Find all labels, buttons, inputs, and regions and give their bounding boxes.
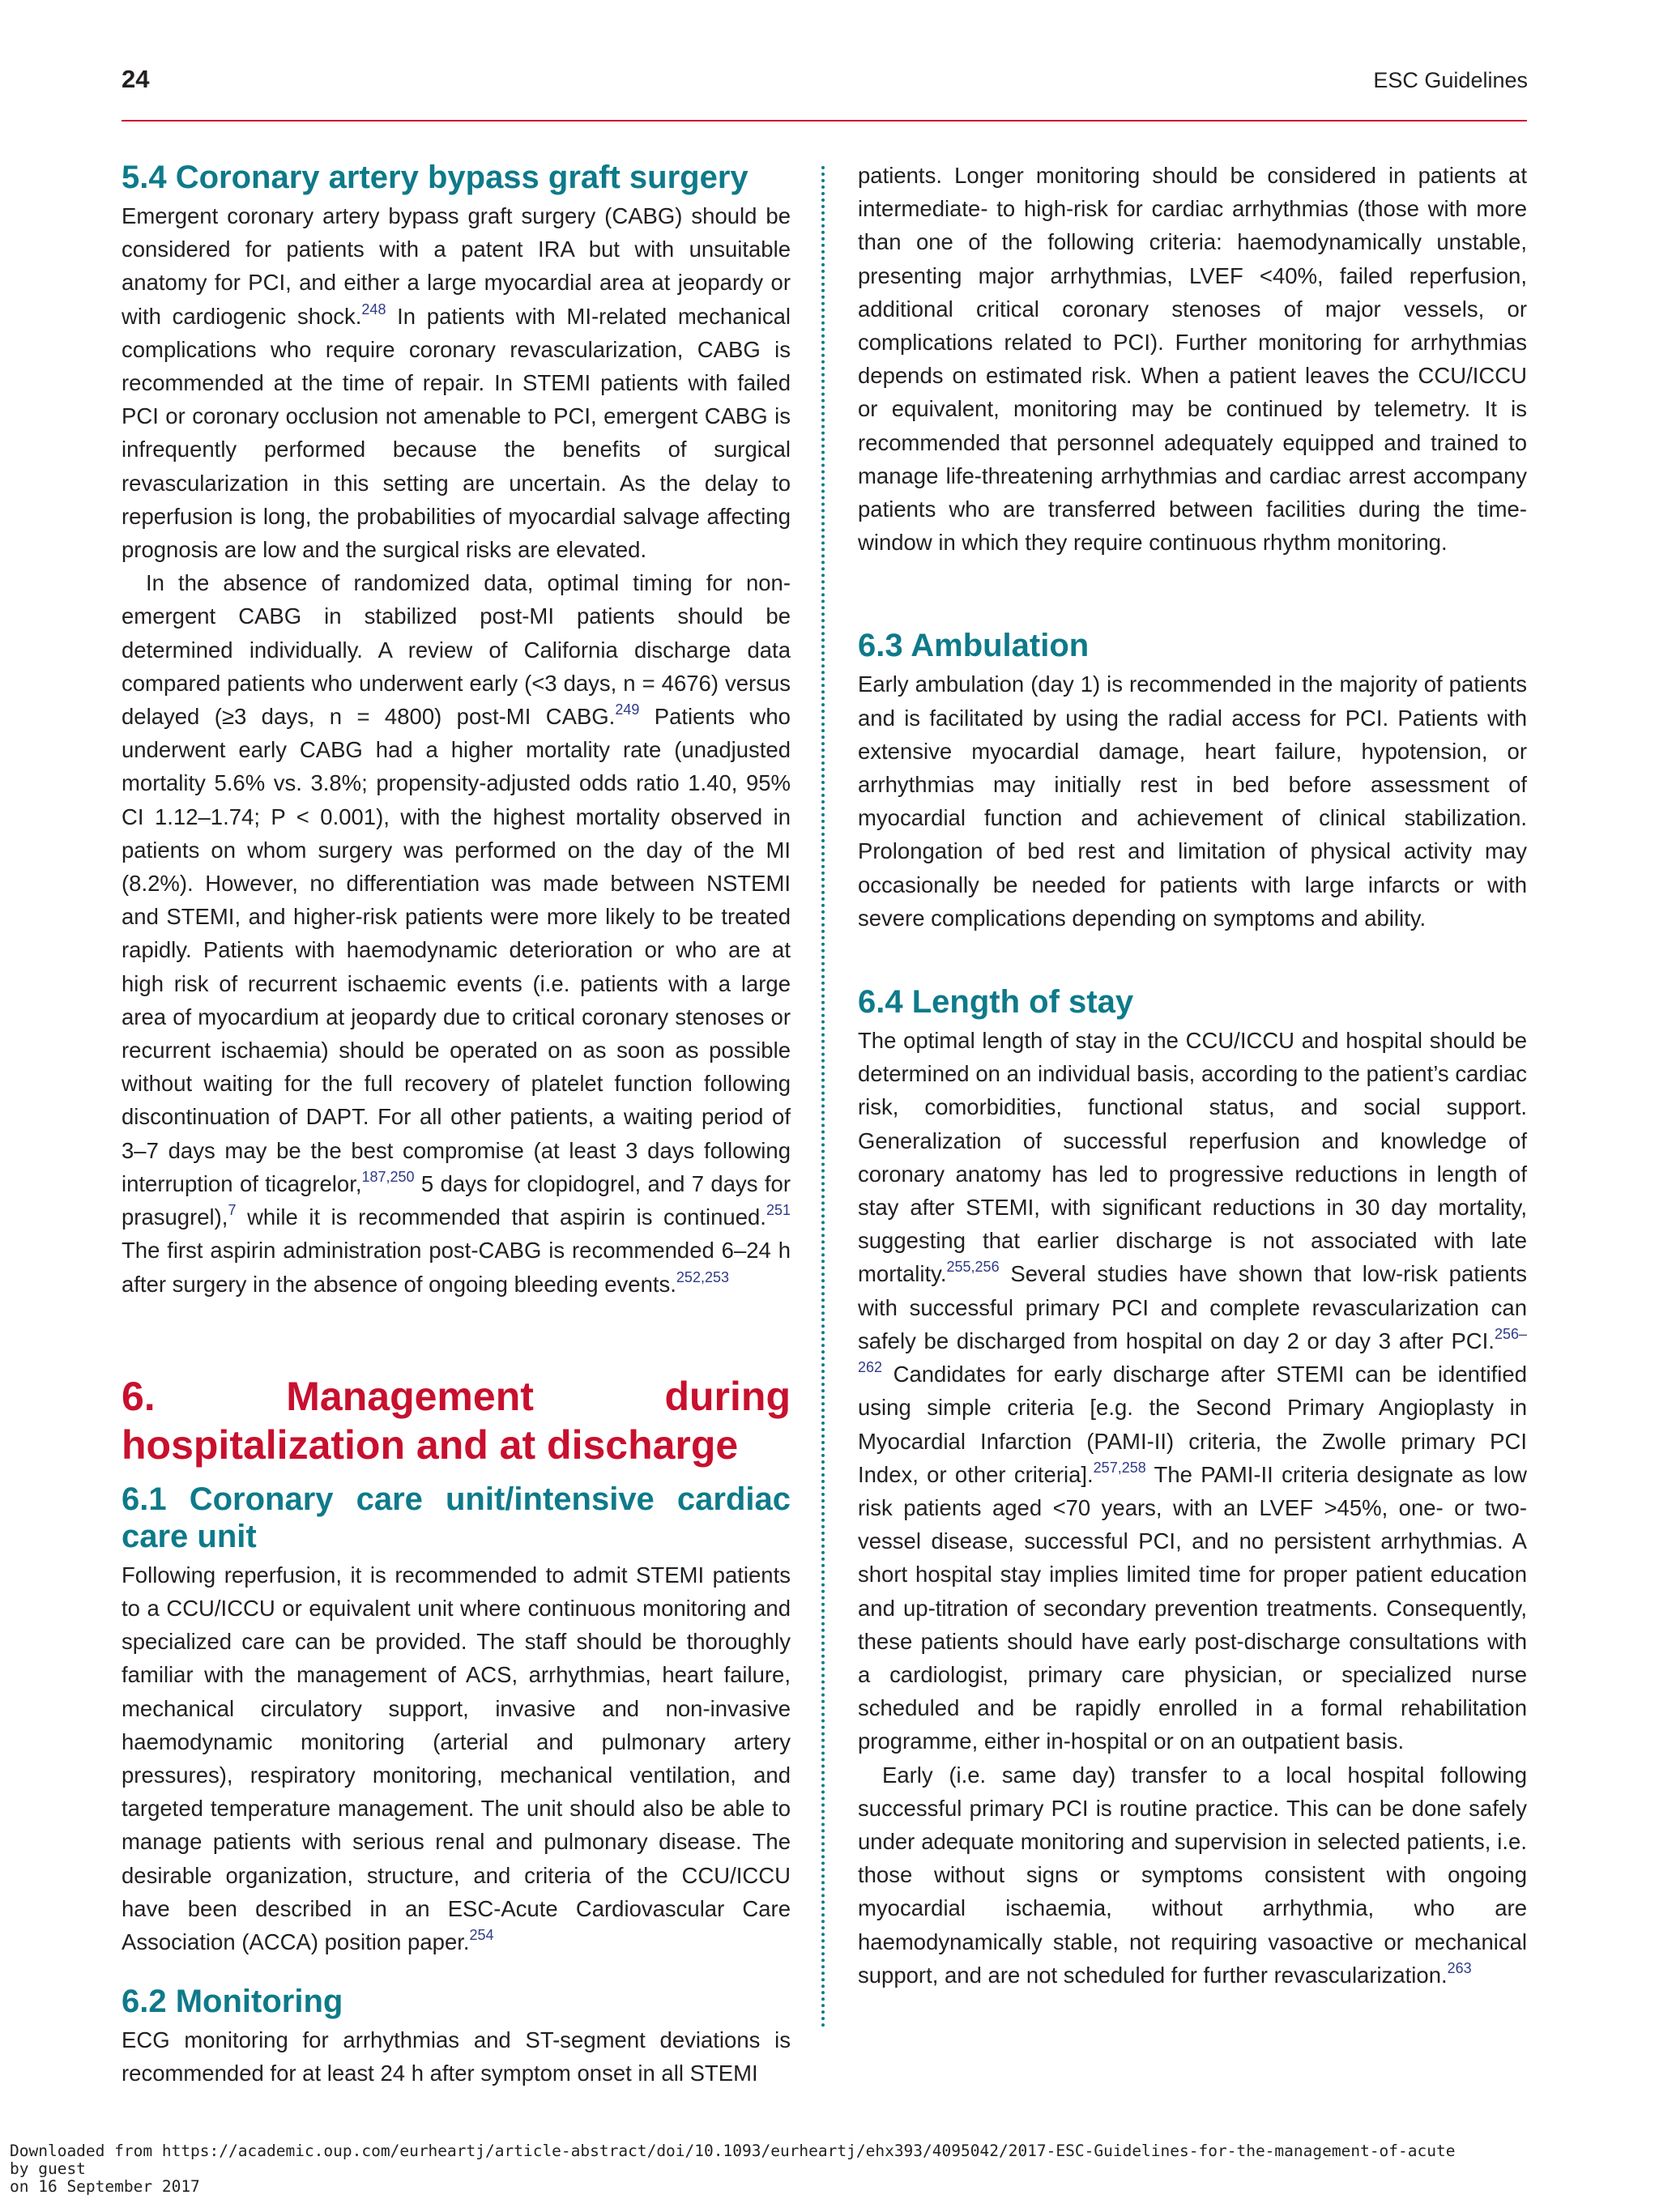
right-column xyxy=(858,159,1527,1992)
citation-link[interactable]: 7 xyxy=(228,1202,237,1219)
section-5-4-paragraph-1: Emergent coronary artery bypass graft surgery (CABG) should be considered for patients with a patent IRA but with unsuitable anatomy for PCI, and either a large myocardial area at jeopardy or with cardiogenic shock.$^{248}$ In patients with MI-related mechanical complications who require coronary revascularization, CABG is recommended at the time of repair. In STEMI patients with failed PCI or coronary occlusion not amenable to PCI, emergent CABG is infrequently performed because the benefits of surgical revascularization in this setting are uncertain. As the delay to reperfusion is long, the probabilities of myocardial salvage affecting prognosis are low and the surgical risks are elevated. xyxy=(122,203,791,563)
page-number: 24 xyxy=(122,65,150,93)
citation-link[interactable]: 256–262 xyxy=(858,1325,1527,1376)
section-6-2-heading: 6.2 Monitoring xyxy=(122,1984,343,2020)
citation-link[interactable]: 263 xyxy=(1447,1959,1472,1976)
citation-link[interactable]: 251 xyxy=(766,1202,791,1219)
section-5-4-heading: 5.4 Coronary artery bypass graft surgery xyxy=(122,160,748,195)
section-6-4-heading: 6.4 Length of stay xyxy=(858,984,1134,1021)
journal-name: ESC Guidelines xyxy=(1373,68,1528,92)
section-6-1-heading: 6.1 Coronary care unit/intensive cardiac care unit xyxy=(122,1481,791,1554)
section-6-2-continuation: patients. Longer monitoring should be considered in patients at intermediate- to high-risk for cardiac arrhythmias (those with more than one of the following criteria: haemodynamically unstable, presenting major arrhythmias, LVEF <40%, failed reperfusion, additional critical coronary stenoses of major vessels, or complications related to PCI). Further monitoring for arrhythmias depends on estimated risk. When a patient leaves the CCU/ICCU or equivalent, monitoring may be continued by telemetry. It is recommended that personnel adequately equipped and trained to manage life-threatening arrhythmias and cardiac arrest accompany patients who are transferred between facilities during the time-window in which they require continuous rhythm monitoring. xyxy=(858,163,1527,556)
citation-link[interactable]: 249 xyxy=(615,701,640,718)
header-rule xyxy=(122,120,1527,121)
section-6-3-heading: 6.3 Ambulation xyxy=(858,628,1090,664)
citation-link[interactable]: 257,258 xyxy=(1093,1459,1146,1476)
citation-link[interactable]: 248 xyxy=(361,300,386,318)
citation-link[interactable]: 255,256 xyxy=(946,1259,1000,1276)
section-6-2-paragraph: ECG monitoring for arrhythmias and ST-segment deviations is recommended for at least 24 h after symptom onset in all STEMI xyxy=(122,2027,791,2086)
download-date-line: on 16 September 2017 xyxy=(10,2177,200,2196)
download-footer xyxy=(10,2142,1455,2196)
citation-link[interactable]: 254 xyxy=(469,1926,494,1943)
section-6-3-paragraph: Early ambulation (day 1) is recommended in the majority of patients and is facilitated by using the radial access for PCI. Patients with extensive myocardial damage, heart failure, hypotension, or arrhythmias may initially rest in bed before assessment of myocardial function and achievement of clinical stabilization. Prolongation of bed rest and limitation of physical activity may occasionally be needed for patients with large infarcts or with severe complications depending on symptoms and ability. xyxy=(858,671,1527,931)
citation-link[interactable]: 252,253 xyxy=(676,1268,729,1285)
download-url-line: Downloaded from https://academic.oup.com/eurheartj/article-abstract/doi/10.1093/eurheartj/ehx393/4095042/2017-ESC-Guidelines-for-the-management-of-acute xyxy=(10,2142,1456,2160)
section-6-4-paragraph-1: The optimal length of stay in the CCU/ICCU and hospital should be determined on an individual basis, according to the patient’s cardiac risk, comorbidities, functional status, and social support. Generalization of successful reperfusion and knowledge of coronary anatomy has led to progressive reductions in length of stay after STEMI, with significant reductions in 30 day mortality, suggesting that earlier discharge is not associated with late mortality.$^{255,256}$ Several studies have shown that low-risk patients with successful primary PCI and complete revascularization can safely be discharged from hospital on day 2 or day 3 after PCI.$^{256-262}$ Candidates for early discharge after STEMI can be identified using simple criteria [e.g. the Second Primary Angioplasty in Myocardial Infarction (PAMI-II) criteria, the Zwolle primary PCI Index, or other criteria].$^{257,258}$ The PAMI-II criteria designate as low risk patients aged <70 years, with an LVEF >45%, one- or two-vessel disease, successful PCI, and no persistent arrhythmias. A short hospital stay implies limited time for proper patient education and up-titration of secondary prevention treatments. Consequently, these patients should have early post-discharge consultations with a cardiologist, primary care physician, or specialized nurse scheduled and be rapidly enrolled in a formal rehabilitation programme, either in-hospital or on an outpatient basis. xyxy=(858,1028,1528,1754)
section-5-4-paragraph-2: In the absence of randomized data, optimal timing for non-emergent CABG in stabilized post-MI patients should be determined individually. A review of California discharge data compared patients who underwent early (<3 days, n = 4676) versus delayed (≥3 days, n = 4800) post-MI CABG.$^{249}$ Patients who underwent early CABG had a higher mortality rate (unadjusted mortality 5.6% vs. 3.8%; propensity-adjusted odds ratio 1.40, 95% CI 1.12–1.74; P < 0.001), with the highest mortality observed in patients on whom surgery was performed on the day of the MI (8.2%). However, no differentiation was made between NSTEMI and STEMI, and higher-risk patients were more likely to be treated rapidly. Patients with haemodynamic deterioration or who are at high risk of recurrent ischaemic events (i.e. patients with a large area of myocardium at jeopardy due to critical coronary stenoses or recurrent ischaemia) should be operated on as soon as possible without waiting for the full recovery of platelet function following discontinuation of DAPT. For all other patients, a waiting period of 3–7 days may be the best compromise (at least 3 days following interruption of ticagrelor,$^{187,250}$ 5 days for clopidogrel, and 7 days for prasugrel),$^7$ while it is recommended that aspirin is continued.$^{251}$ The first aspirin administration post-CABG is recommended 6–24 h after surgery in the absence of ongoing bleeding events.$^{252,253}$ xyxy=(122,570,791,1297)
left-column xyxy=(122,159,791,2091)
section-6-1-paragraph: Following reperfusion, it is recommended to admit STEMI patients to a CCU/ICCU or equivalent unit where continuous monitoring and specialized care can be provided. The staff should be thoroughly familiar with the management of ACS, arrhythmias, heart failure, mechanical circulatory support, invasive and non-invasive haemodynamic monitoring (arterial and pulmonary artery pressures), respiratory monitoring, mechanical ventilation, and targeted temperature management. The unit should also be able to manage patients with serious renal and pulmonary disease. The desirable organization, structure, and criteria of the CCU/ICCU have been described in an ESC-Acute Cardiovascular Care Association (ACCA) position paper.$^{254}$ xyxy=(122,1562,791,1954)
citation-link[interactable]: 187,250 xyxy=(361,1168,415,1185)
section-6-heading: 6. Management during hospitalization and at discharge xyxy=(122,1373,791,1468)
column-divider xyxy=(821,166,825,2029)
download-by-line: by guest xyxy=(10,2159,86,2178)
section-6-4-paragraph-2: Early (i.e. same day) transfer to a local hospital following successful primary PCI is routine practice. This can be done safely under adequate monitoring and supervision in selected patients, i.e. those without signs or symptoms consistent with ongoing myocardial ischaemia, without arrhythmia, who are haemodynamically stable, not requiring vasoactive or mechanical support, and are not scheduled for further revascularization.$^{263}$ xyxy=(858,1762,1527,1988)
